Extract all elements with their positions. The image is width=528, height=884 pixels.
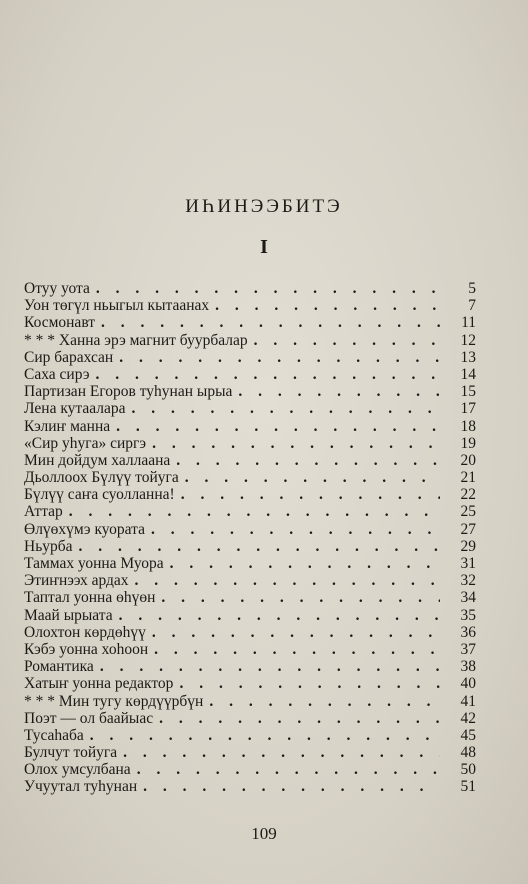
toc-entry	[24, 280, 476, 297]
dot-leader	[79, 538, 440, 555]
toc-entry-title: «Сир уһуга» сиргэ	[24, 434, 147, 452]
toc-entry-title: Космонавт	[24, 314, 96, 332]
dot-leader	[151, 521, 440, 538]
toc-entry-title: Лена кутаалара	[24, 400, 126, 418]
toc-entry-title: Ньурба	[24, 537, 73, 555]
toc-entry-title: Учуутал туһунан	[24, 778, 138, 796]
toc-entry-title: Саха сирэ	[24, 365, 90, 383]
dot-leader	[159, 710, 440, 727]
dot-leader	[100, 658, 440, 675]
dot-leader	[254, 332, 440, 349]
toc-entry-page: 50	[460, 761, 476, 779]
toc-entry-page: 45	[460, 726, 476, 744]
dot-leader	[154, 641, 440, 658]
toc-entry-title: Уон төгүл ньыгыл кытаанах	[24, 297, 210, 315]
toc-entry-page: 51	[460, 778, 476, 796]
toc-entry-title: Таптал уонна өһүөн	[24, 589, 156, 607]
part-number: I	[260, 236, 268, 258]
toc-entry-page: 18	[460, 417, 476, 435]
toc-entry	[24, 538, 476, 555]
toc-entry	[24, 727, 476, 744]
section-title: ИҺИНЭЭБИТЭ	[185, 196, 343, 217]
toc-entry	[24, 314, 476, 331]
toc-entry-title: Өлүөхүмэ куората	[24, 520, 145, 538]
toc-entry-title: Хатыҥ уонна редактор	[24, 675, 174, 693]
toc-entry-title: Маай ырыата	[24, 606, 113, 624]
page-number: 109	[251, 824, 277, 843]
toc-entry	[24, 744, 476, 761]
toc-entry	[24, 624, 476, 641]
toc-entry	[24, 486, 476, 503]
toc-entry-page: 25	[460, 503, 476, 521]
toc-entry-title: * * * Мин тугу көрдүүрбүн	[24, 692, 204, 710]
toc-entry	[24, 555, 476, 572]
dot-leader	[95, 366, 440, 383]
dot-leader	[161, 589, 440, 606]
toc-entry	[24, 383, 476, 400]
toc-entry	[24, 572, 476, 589]
toc-entry-title: Партизан Егоров туһунан ырыа	[24, 383, 233, 401]
toc-entry	[24, 589, 476, 606]
dot-leader	[116, 418, 440, 435]
toc-entry-title: Этиҥнээх ардах	[24, 572, 129, 590]
toc-entry	[24, 366, 476, 383]
dot-leader	[179, 675, 440, 692]
toc-entry-title: Мин дойдум халлаана	[24, 451, 171, 469]
dot-leader	[119, 607, 440, 624]
toc-entry	[24, 607, 476, 624]
toc-entry	[24, 503, 476, 520]
toc-entry-title: Дьоллоох Бүлүү тойуга	[24, 469, 179, 487]
toc-entry-page: 17	[460, 400, 476, 418]
dot-leader	[181, 486, 440, 503]
toc-entry-page: 5	[468, 280, 476, 297]
toc-entry-page: 22	[460, 486, 476, 504]
toc-entry-page: 36	[460, 623, 476, 641]
toc-entry-page: 20	[460, 451, 476, 469]
toc-entry-page: 13	[460, 348, 476, 366]
dot-leader	[96, 280, 440, 297]
toc-entry-title: Олох умсулбана	[24, 761, 131, 779]
toc-entry-title: Кэлиҥ манна	[24, 417, 111, 435]
toc-entry	[24, 521, 476, 538]
toc-entry-page: 48	[460, 744, 476, 762]
toc-entry-title: Булчут тойуга	[24, 744, 118, 762]
toc-entry-title: Сир барахсан	[24, 348, 114, 366]
toc-entry	[24, 778, 476, 795]
toc-entry-title: Олохтон көрдөһүү	[24, 623, 146, 641]
toc-entry-page: 42	[460, 709, 476, 727]
dot-leader	[132, 400, 441, 417]
toc-entry-page: 41	[460, 692, 476, 710]
dot-leader	[143, 778, 440, 795]
toc-entry	[24, 435, 476, 452]
toc-entry-page: 15	[460, 383, 476, 401]
toc-entry-page: 37	[460, 640, 476, 658]
toc-entry-page: 34	[460, 589, 476, 607]
toc-entry-page: 38	[460, 658, 476, 676]
toc-entry	[24, 693, 476, 710]
toc-entry-title: * * * Ханна эрэ магнит буурбалар	[24, 331, 248, 349]
dot-leader	[69, 503, 440, 520]
toc-entry	[24, 675, 476, 692]
dot-leader	[119, 349, 440, 366]
toc-entry	[24, 349, 476, 366]
toc-entry	[24, 710, 476, 727]
toc-entry	[24, 400, 476, 417]
toc-entry-title: Бүлүү саҥа суолланна!	[24, 486, 175, 504]
toc-entry-page: 35	[460, 606, 476, 624]
dot-leader	[238, 383, 440, 400]
dot-leader	[101, 314, 440, 331]
dot-leader	[135, 572, 440, 589]
toc-entry-page: 21	[460, 469, 476, 487]
toc-entry-title: Поэт — ол баайыас	[24, 709, 154, 727]
toc-entry-page: 12	[460, 331, 476, 349]
toc-entry-page: 27	[460, 520, 476, 538]
toc-entry-page: 19	[460, 434, 476, 452]
toc-entry	[24, 469, 476, 486]
dot-leader	[152, 624, 440, 641]
toc-entry-page: 31	[460, 555, 476, 572]
toc-entry	[24, 641, 476, 658]
toc-entry-page: 14	[460, 365, 476, 383]
toc-entry-page: 32	[460, 572, 476, 590]
dot-leader	[185, 469, 440, 486]
toc-entry	[24, 658, 476, 675]
dot-leader	[123, 744, 440, 761]
toc-entry	[24, 761, 476, 778]
toc-entry-page: 11	[461, 314, 476, 332]
toc-entry-title: Романтика	[24, 658, 94, 676]
toc-entry-title: Отуу уота	[24, 280, 90, 297]
dot-leader	[176, 452, 440, 469]
dot-leader	[215, 297, 440, 314]
toc-entry	[24, 418, 476, 435]
toc-entry	[24, 332, 476, 349]
dot-leader	[152, 435, 440, 452]
toc-entry-title: Тусаһаба	[24, 726, 84, 744]
dot-leader	[90, 727, 440, 744]
toc-entry	[24, 297, 476, 314]
dot-leader	[209, 693, 440, 710]
dot-leader	[170, 555, 440, 572]
toc-entry-page: 40	[460, 675, 476, 693]
toc-entry-title: Таммах уонна Муора	[24, 555, 164, 572]
dot-leader	[137, 761, 440, 778]
toc-entry-title: Кэбэ уонна хоһоон	[24, 640, 149, 658]
toc-entry-title: Аттар	[24, 503, 63, 521]
table-of-contents	[24, 280, 476, 796]
toc-entry	[24, 452, 476, 469]
toc-entry-page: 7	[468, 297, 476, 315]
toc-entry-page: 29	[460, 537, 476, 555]
